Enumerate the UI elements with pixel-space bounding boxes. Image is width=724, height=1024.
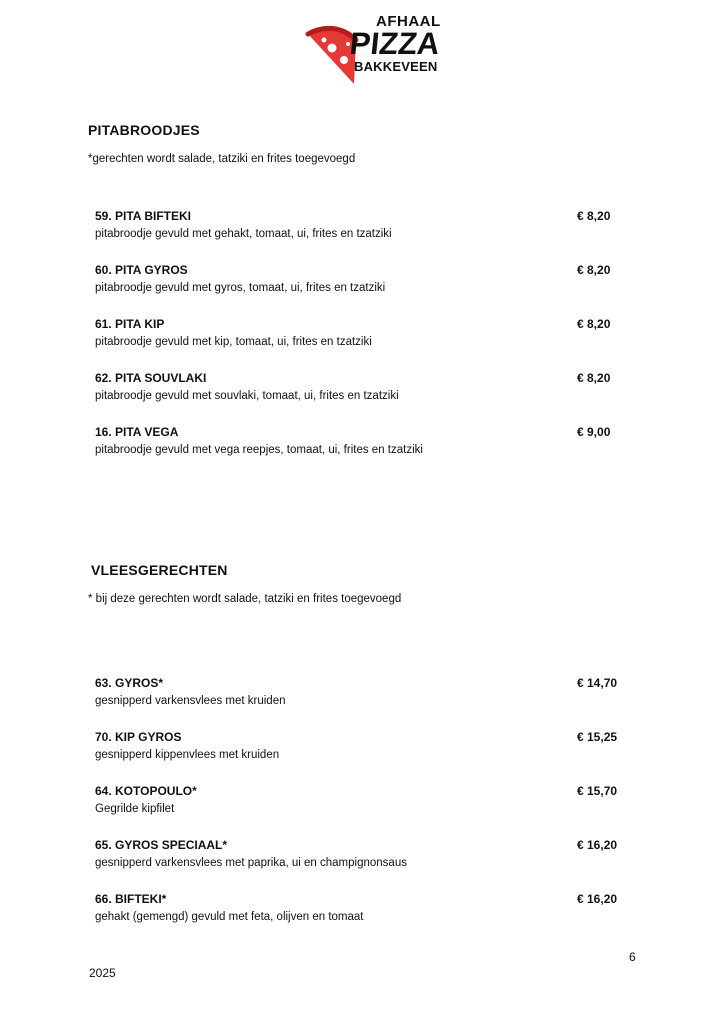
menu-item-description: gehakt (gemengd) gevuld met feta, olijven en tomaat [95, 911, 364, 923]
menu-item-name: 70. KIP GYROS [95, 730, 182, 744]
menu-item-description: gesnipperd kippenvlees met kruiden [95, 749, 280, 761]
menu-item-price: € 15,25 [577, 730, 618, 744]
section-note-pitabroodjes: *gerechten wordt salade, tatziki en frites toegevoegd [88, 153, 356, 165]
menu-item-price: € 14,70 [577, 676, 618, 690]
menu-item-name: 61. PITA KIP [95, 317, 165, 331]
menu-item-name: 63. GYROS* [95, 676, 164, 690]
menu-item-price: € 9,00 [577, 425, 611, 439]
logo-line-afhaal: AFHAAL [376, 13, 441, 30]
menu-item-description: gesnipperd varkensvlees met kruiden [95, 695, 286, 707]
menu-item-description: pitabroodje gevuld met vega reepjes, tomaat, ui, frites en tzatziki [95, 444, 423, 456]
menu-item-description: pitabroodje gevuld met souvlaki, tomaat, ui, frites en tzatziki [95, 390, 399, 402]
menu-item-price: € 8,20 [577, 371, 611, 385]
menu-item-name: 16. PITA VEGA [95, 425, 179, 439]
menu-item-price: € 8,20 [577, 317, 611, 331]
menu-item-price: € 15,70 [577, 784, 618, 798]
logo-line-bakkeveen: BAKKEVEEN [354, 59, 438, 74]
menu-item-description: Gegrilde kipfilet [95, 803, 175, 815]
menu-item-name: 60. PITA GYROS [95, 263, 188, 277]
menu-item-price: € 8,20 [577, 209, 611, 223]
menu-item-name: 65. GYROS SPECIAAL* [95, 838, 228, 852]
logo-line-pizza: PIZZA [348, 26, 442, 61]
menu-item-description: pitabroodje gevuld met gyros, tomaat, ui, frites en tzatziki [95, 282, 386, 294]
menu-item-price: € 16,20 [577, 892, 618, 906]
page-number: 6 [629, 950, 636, 964]
menu-item-description: pitabroodje gevuld met kip, tomaat, ui, frites en tzatziki [95, 336, 372, 348]
section-note-vleesgerechten: * bij deze gerechten wordt salade, tatziki en frites toegevoegd [88, 593, 402, 605]
footer-year: 2025 [89, 966, 116, 980]
menu-item-name: 59. PITA BIFTEKI [95, 209, 192, 223]
menu-item-name: 62. PITA SOUVLAKI [95, 371, 207, 385]
menu-item-description: gesnipperd varkensvlees met paprika, ui en champignonsaus [95, 857, 407, 869]
menu-item-name: 66. BIFTEKI* [95, 892, 167, 906]
section-title-vleesgerechten: VLEESGERECHTEN [91, 562, 228, 578]
logo [304, 10, 454, 88]
menu-item-price: € 16,20 [577, 838, 618, 852]
section-title-pitabroodjes: PITABROODJES [88, 122, 200, 138]
menu-item-name: 64. KOTOPOULO* [95, 784, 197, 798]
menu-item-description: pitabroodje gevuld met gehakt, tomaat, ui, frites en tzatziki [95, 228, 392, 240]
menu-item-price: € 8,20 [577, 263, 611, 277]
